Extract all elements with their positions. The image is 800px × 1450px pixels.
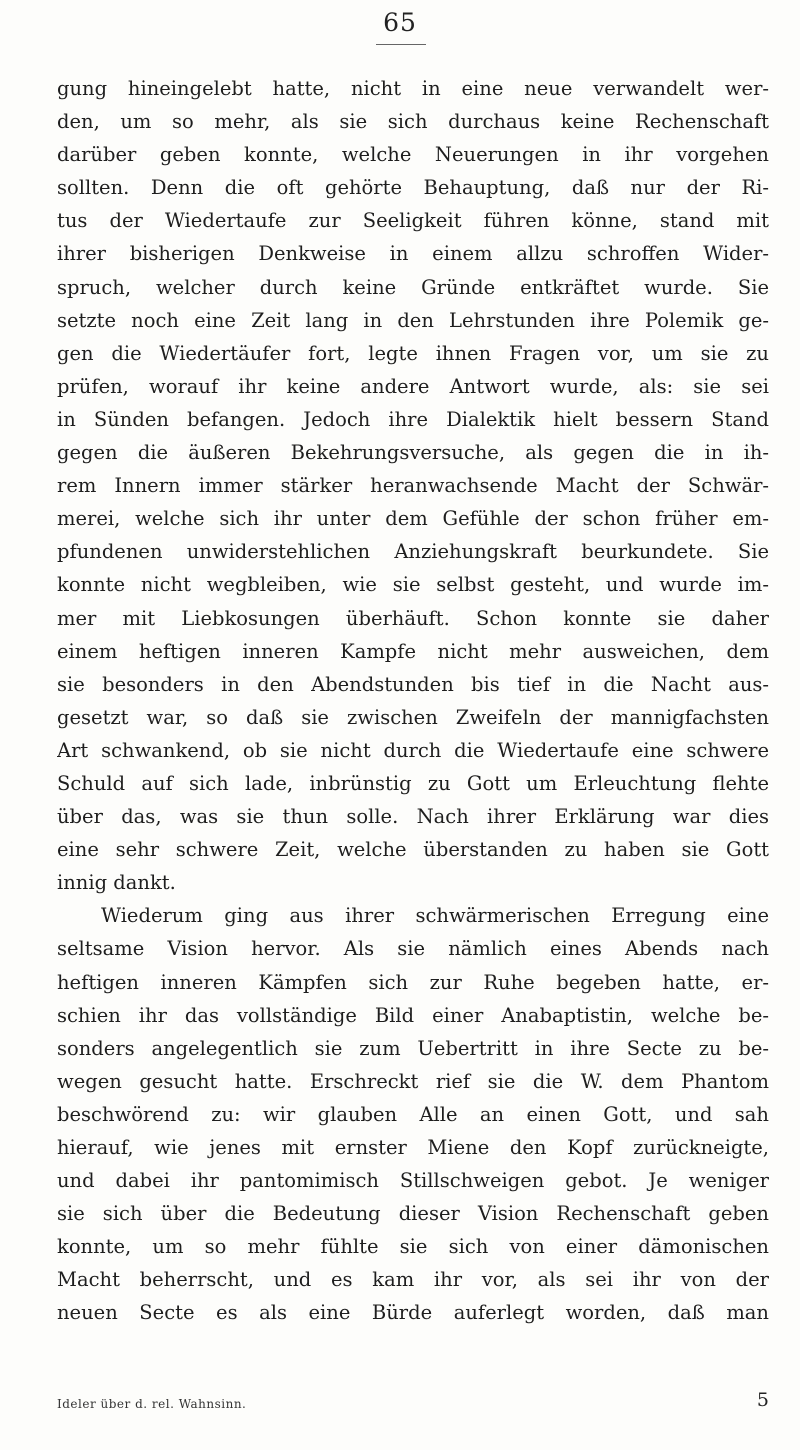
sheet-number: 5 [756, 1389, 769, 1411]
text-line: prüfen, worauf ihr keine andere Antwort wurde, als: sie sei [57, 374, 769, 398]
page-footer [57, 1389, 769, 1419]
text-line: merei, welche sich ihr unter dem Gefühle der schon früher em- [57, 507, 769, 531]
text-line: seltsame Vision hervor. Als sie nämlich eines Abends nach [57, 937, 769, 961]
text-line: tus der Wiedertaufe zur Seeligkeit führen könne, stand mit [57, 209, 769, 233]
text-line: hierauf, wie jenes mit ernster Miene den Kopf zurückneigte, [57, 1136, 769, 1159]
text-line: beschwörend zu: wir glauben Alle an einen Gott, und sah [57, 1102, 769, 1126]
footer-signature: Ideler über d. rel. Wahnsinn. [57, 1397, 247, 1411]
text-line: gung hineingelebt hatte, nicht in eine neue verwandelt wer- [57, 77, 769, 100]
text-line: innig dankt. [57, 871, 176, 895]
page-number: 65 [383, 8, 417, 37]
text-line: rem Innern immer stärker heranwachsende Macht der Schwär- [57, 474, 769, 498]
header-rule [376, 44, 426, 45]
body-text [57, 72, 769, 1330]
text-line: Macht beherrscht, und es kam ihr vor, als sei ihr von der [57, 1268, 769, 1292]
text-line: neuen Secte es als eine Bürde auferlegt worden, daß man [57, 1301, 769, 1325]
text-line: pfundenen unwiderstehlichen Anziehungskraft beurkundete. Sie [57, 540, 769, 564]
text-line: sie besonders in den Abendstunden bis tief in die Nacht aus- [57, 672, 769, 696]
text-line: eine sehr schwere Zeit, welche überstanden zu haben sie Gott [57, 838, 769, 862]
text-line: heftigen inneren Kämpfen sich zur Ruhe begeben hatte, er- [57, 970, 769, 994]
text-line: gen die Wiedertäufer fort, legte ihnen Fragen vor, um sie zu [57, 341, 769, 365]
text-line: schien ihr das vollständige Bild einer Anabaptistin, welche be- [57, 1003, 769, 1027]
text-line: einem heftigen inneren Kampfe nicht mehr ausweichen, dem [57, 639, 769, 663]
text-line: ihrer bisherigen Denkweise in einem allzu schroffen Wider- [57, 242, 769, 266]
text-line: wegen gesucht hatte. Erschreckt rief sie die W. dem Phantom [57, 1069, 769, 1093]
text-line: konnte, um so mehr fühlte sie sich von einer dämonischen [57, 1235, 769, 1259]
text-line: mer mit Liebkosungen überhäuft. Schon konnte sie daher [57, 606, 769, 630]
text-line: setzte noch eine Zeit lang in den Lehrstunden ihre Polemik ge- [57, 308, 769, 332]
text-line: spruch, welcher durch keine Gründe entkräftet wurde. Sie [57, 275, 769, 299]
text-line: gesetzt war, so daß sie zwischen Zweifeln der mannigfachsten [57, 705, 769, 729]
text-line: sollten. Denn die oft gehörte Behauptung, daß nur der Ri- [57, 176, 769, 200]
text-line: sie sich über die Bedeutung dieser Vision Rechenschaft geben [57, 1202, 769, 1226]
text-line: und dabei ihr pantomimisch Stillschweigen gebot. Je weniger [57, 1169, 769, 1193]
text-line: in Sünden befangen. Jedoch ihre Dialektik hielt bessern Stand [57, 407, 769, 431]
text-line: Art schwankend, ob sie nicht durch die Wiedertaufe eine schwere [57, 738, 769, 762]
text-line: darüber geben konnte, welche Neuerungen in ihr vorgehen [57, 143, 769, 167]
text-line: über das, was sie thun solle. Nach ihrer Erklärung war dies [57, 805, 769, 829]
text-line: Schuld auf sich lade, inbrünstig zu Gott um Erleuchtung flehte [57, 771, 769, 795]
text-line: sonders angelegentlich sie zum Uebertritt in ihre Secte zu be- [57, 1036, 769, 1060]
text-line: den, um so mehr, als sie sich durchaus keine Rechenschaft [57, 110, 769, 134]
text-line: Wiederum ging aus ihrer schwärmerischen Erregung eine [101, 904, 769, 928]
text-line: konnte nicht wegbleiben, wie sie selbst gesteht, und wurde im- [57, 573, 769, 597]
text-line: gegen die äußeren Bekehrungsversuche, als gegen die in ih- [57, 441, 769, 465]
